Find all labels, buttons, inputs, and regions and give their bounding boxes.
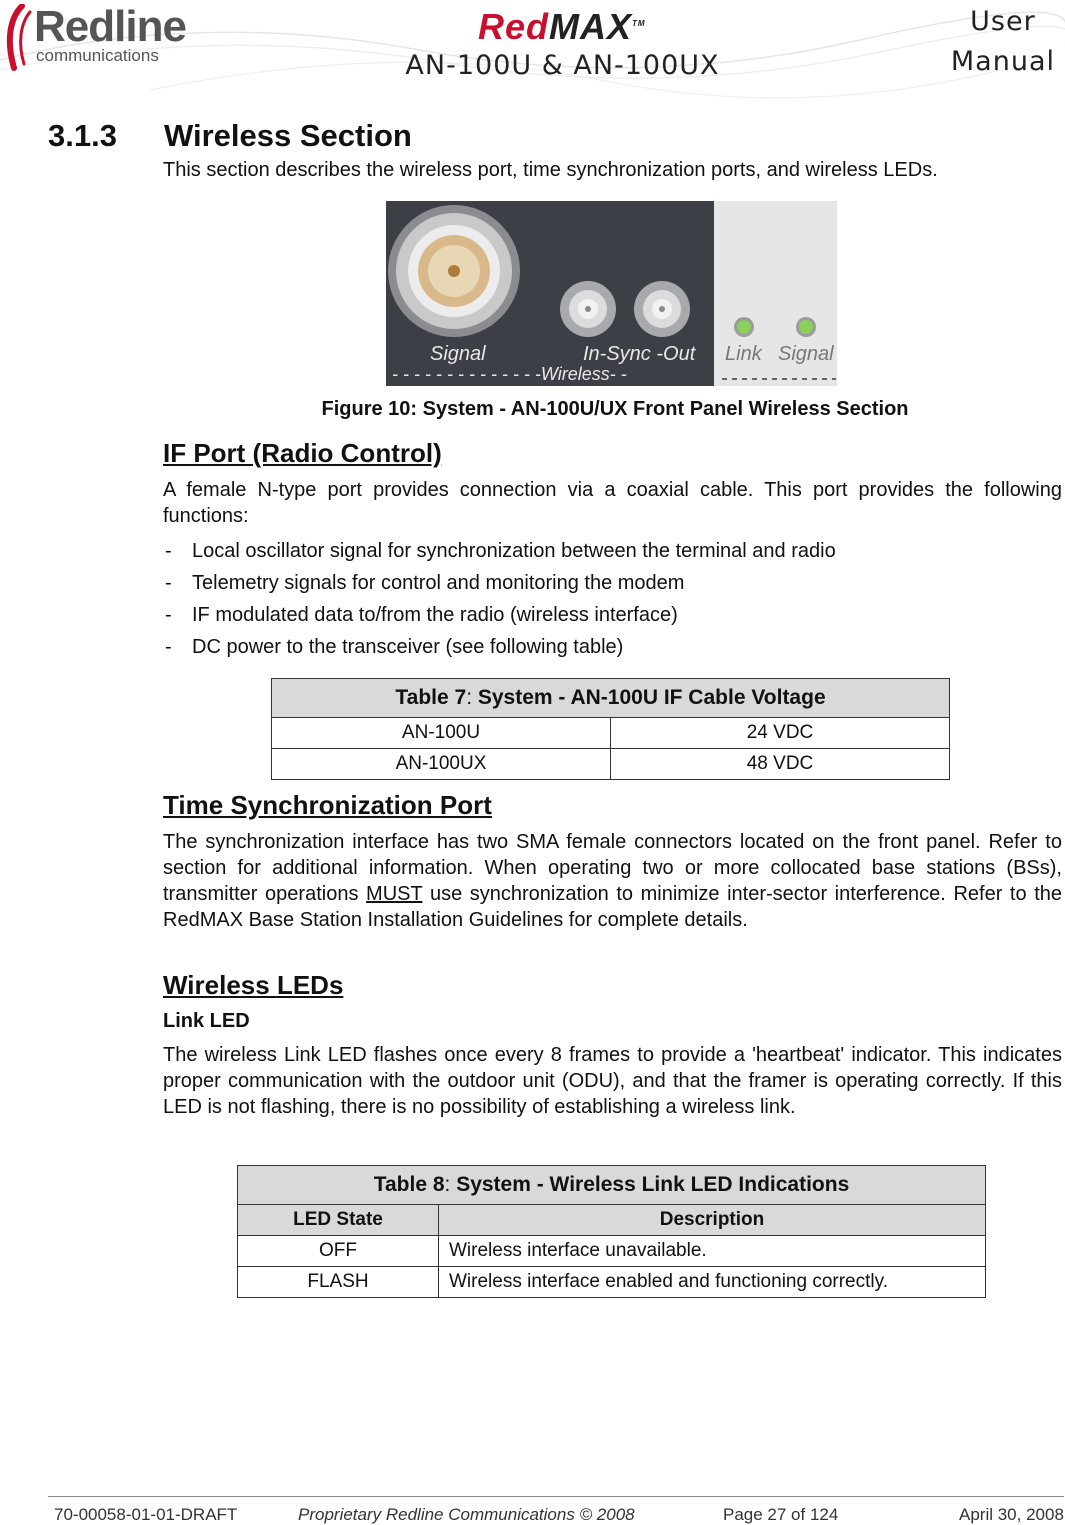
list-item-text: Local oscillator signal for synchronization between the terminal and radio <box>192 540 836 562</box>
footer-divider <box>48 1496 1064 1497</box>
bullet-marker: - <box>165 572 172 594</box>
footer-date: April 30, 2008 <box>959 1505 1064 1524</box>
bullet-marker: - <box>165 604 172 626</box>
figure-caption: Figure 10: System - AN-100U/UX Front Panel Wireless Section <box>321 398 909 420</box>
list-item <box>165 634 1062 660</box>
document-type-line2: Manual <box>950 46 1055 77</box>
list-item-text: IF modulated data to/from the radio (wireless interface) <box>192 604 678 626</box>
must-emphasis: MUST <box>366 883 423 905</box>
table-title-row <box>272 679 950 718</box>
redmax-brand <box>478 6 646 48</box>
column-header: LED State <box>238 1205 439 1236</box>
table-row <box>238 1267 986 1298</box>
table-cell: 48 VDC <box>611 749 950 780</box>
table-cell: AN-100U <box>272 718 611 749</box>
bullet-marker: - <box>165 636 172 658</box>
link-led-paragraph: The wireless Link LED flashes once every 8 frames to provide a 'heartbeat' indicator. This indicates proper communication with the outdoor unit (ODU), and that the framer is operating correctly. If this LED is not flashing, there is no possibility of establishing a wireless link. <box>163 1044 1062 1118</box>
bullet-marker: - <box>165 540 172 562</box>
if-port-paragraph: A female N-type port provides connection via a coaxial cable. This port provides the following functions: <box>163 479 1062 527</box>
front-panel-photo <box>386 201 837 386</box>
in-sync-out-label: In-Sync -Out <box>583 343 696 365</box>
list-item <box>165 538 1062 564</box>
list-item-text: DC power to the transceiver (see following table) <box>192 636 624 658</box>
brand-black-part: MAX <box>549 6 633 47</box>
link-led-subheading: Link LED <box>163 1010 250 1032</box>
table-row <box>238 1236 986 1267</box>
time-sync-paragraph: The synchronization interface has two SMA female connectors located on the front panel. Refer to section for additional information. When operating two or more collocated base stations (BSs), transmitter operations MUST use synchronization to minimize inter-sector interference. Refer to the RedMAX Base Station Installation Guidelines for complete details. <box>163 831 1063 931</box>
list-item <box>165 570 1062 596</box>
logo-subtitle: communications <box>36 46 159 65</box>
table-cell: AN-100UX <box>272 749 611 780</box>
product-model: AN-100U & AN-100UX <box>405 50 720 81</box>
table-cell: 24 VDC <box>611 718 950 749</box>
logo-wordmark: Redline <box>34 2 186 51</box>
table-cell: Wireless interface enabled and functioning correctly. <box>439 1267 986 1298</box>
table-if-cable-voltage <box>271 678 950 780</box>
list-item-text: Telemetry signals for control and monitoring the modem <box>192 572 685 594</box>
list-item <box>165 602 1062 628</box>
if-port-heading: IF Port (Radio Control) <box>163 438 442 468</box>
table-row <box>272 718 950 749</box>
table-title: Table 8: System - Wireless Link LED Indications <box>238 1166 986 1205</box>
section-intro: This section describes the wireless port, time synchronization ports, and wireless LEDs. <box>163 159 938 181</box>
table-header-row <box>238 1205 986 1236</box>
table-link-led-indications <box>237 1165 986 1298</box>
footer-copyright: Proprietary Redline Communications © 2008 <box>298 1505 635 1524</box>
wireless-leds-heading: Wireless LEDs <box>163 970 344 1000</box>
section-title: Wireless Section <box>164 118 412 153</box>
section-number: 3.1.3 <box>48 118 117 153</box>
footer-page-number: Page 27 of 124 <box>723 1505 839 1524</box>
table-row <box>272 749 950 780</box>
signal-port-label: Signal <box>430 343 486 365</box>
table-title: Table 7: System - AN-100U IF Cable Voltage <box>272 679 950 718</box>
document-type-line1: User <box>970 6 1036 37</box>
trademark-mark: TM <box>632 19 646 28</box>
table-title-row <box>238 1166 986 1205</box>
table-cell: OFF <box>238 1236 439 1267</box>
brand-red-part: Red <box>478 6 550 47</box>
signal-led-label: Signal <box>778 343 834 365</box>
table-cell: Wireless interface unavailable. <box>439 1236 986 1267</box>
wireless-group-label: - - - - - - - - - - - - - -Wireless- - <box>392 364 627 384</box>
document-type <box>951 2 1055 82</box>
link-led-label: Link <box>725 343 762 365</box>
footer-doc-id: 70-00058-01-01-DRAFT <box>54 1505 238 1524</box>
column-header: Description <box>439 1205 986 1236</box>
time-sync-heading: Time Synchronization Port <box>163 790 492 820</box>
table-cell: FLASH <box>238 1267 439 1298</box>
